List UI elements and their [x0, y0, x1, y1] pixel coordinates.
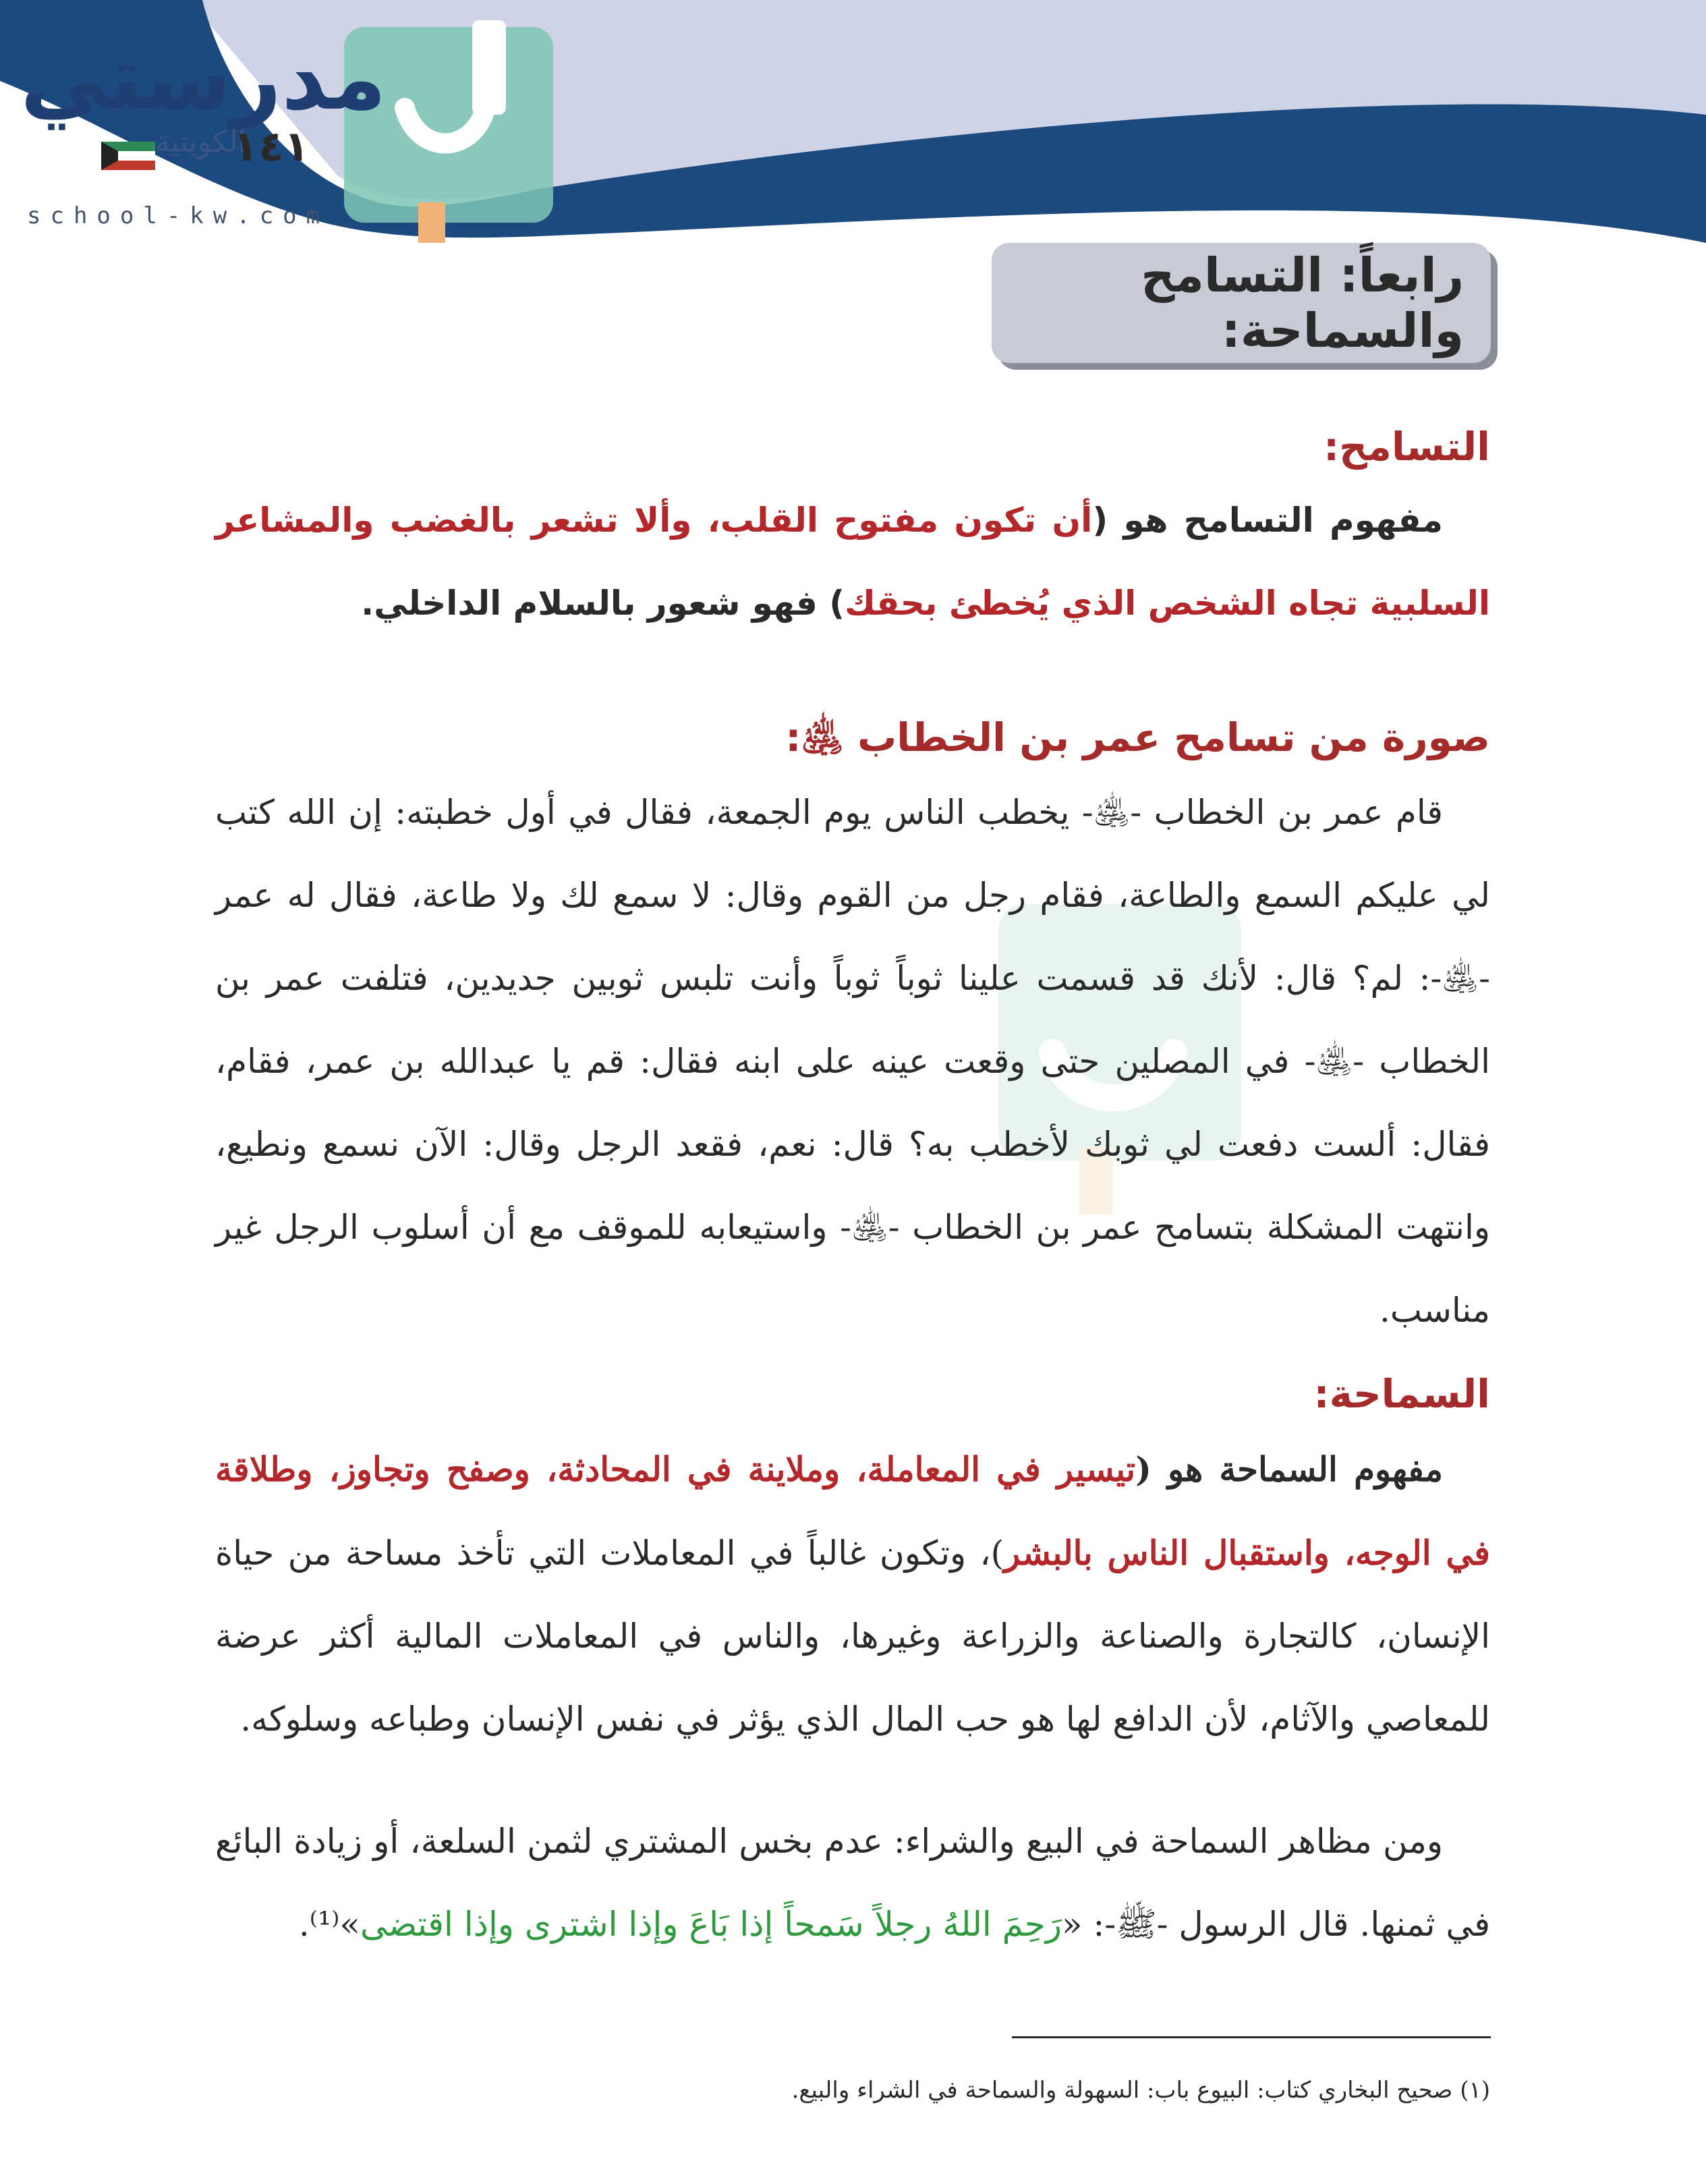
- logo-name: مدرستي: [20, 27, 387, 130]
- leniency-heading: السماحة:: [1313, 1371, 1490, 1417]
- leniency-paragraph-2: [215, 1800, 1490, 1966]
- leniency-definition-start: مفهوم السماحة هو (: [1135, 1449, 1443, 1489]
- footnote: (١) صحيح البخاري كتاب: البيوع باب: السهولة والسماحة في الشراء والبيع.: [791, 2077, 1490, 2104]
- tolerance-definition-end: ) فهو شعور بالسلام الداخلي.: [361, 584, 845, 623]
- tolerance-definition-start: مفهوم التسامح هو (: [1092, 501, 1443, 540]
- section-title-box: [992, 243, 1491, 363]
- story-paragraph: [215, 771, 1490, 1352]
- kuwait-flag-icon: [101, 142, 155, 170]
- section-title: رابعاً: التسامح والسماحة:: [1141, 248, 1464, 358]
- logo-domain: school-kw.com: [27, 202, 330, 229]
- tolerance-heading: التسامح:: [1323, 424, 1490, 470]
- tolerance-definition: أن تكون مفتوح القلب، وألا تشعر بالغضب والمشاعر السلبية تجاه الشخص الذي يُخطئ بحقك: [215, 501, 1490, 623]
- leniency-definition-end: )، وتكون غالباً في المعاملات التي تأخذ مساحة من حياة الإنسان، كالتجارة والصناعة والزراعة وغيرها، والناس في المعاملات المالية أكثر عرضة للمعاصي والآثام، لأن الدافع لها هو حب المال الذي يؤثر في نفس الإنسان وطباعه وسلوكه.: [215, 1534, 1490, 1739]
- footnote-divider: [1012, 2036, 1491, 2038]
- story-heading: صورة من تسامح عمر بن الخطاب ﵁:: [785, 715, 1490, 760]
- leniency-example-start: ومن مظاهر السماحة في البيع والشراء: عدم بخس المشتري لثمن السلعة، أو زيادة البائع في ثمنها. قال الرسول -ﷺ-: «: [215, 1822, 1490, 1944]
- page-number: ١٤١: [233, 121, 310, 171]
- leniency-example-end: »⁽¹⁾.: [298, 1905, 360, 1944]
- hadith-text: رَحِمَ اللهُ رجلاً سَمحاً إذا بَاعَ وإذا اشترى وإذا اقتضى: [360, 1905, 1062, 1944]
- leniency-paragraph-1: [215, 1428, 1490, 1761]
- logo-kuwait: الكويتية: [155, 125, 247, 159]
- story-text: قام عمر بن الخطاب -﵁- يخطب الناس يوم الجمعة، فقال في أول خطبته: إن الله كتب لي عليكم السمع والطاعة، فقام رجل من القوم وقال: لا سمع لك ولا طاعة، فقال له عمر -﵁-: لم؟ قال: لأنك قد قسمت علينا ثوباً ثوباً وأنت تلبس ثوبين جديدين، فتلفت عمر بن الخطاب -﵁- في المصلين حتى وقعت عينه على ابنه فقال: قم يا عبدالله بن عمر، فقام، فقال: ألست دفعت لي ثوبك لأخطب به؟ قال: نعم، فقعد الرجل وقال: الآن نسمع ونطيع، وانتهت المشكلة بتسامح عمر بن الخطاب -﵁- واستيعابه للموقف مع أن أسلوب الرجل غير مناسب.: [215, 793, 1490, 1330]
- tolerance-paragraph: [215, 479, 1490, 645]
- leniency-definition: تيسير في المعاملة، وملاينة في المحادثة، وصفح وتجاوز، وطلاقة في الوجه، واستقبال الناس بالبشر: [215, 1449, 1491, 1573]
